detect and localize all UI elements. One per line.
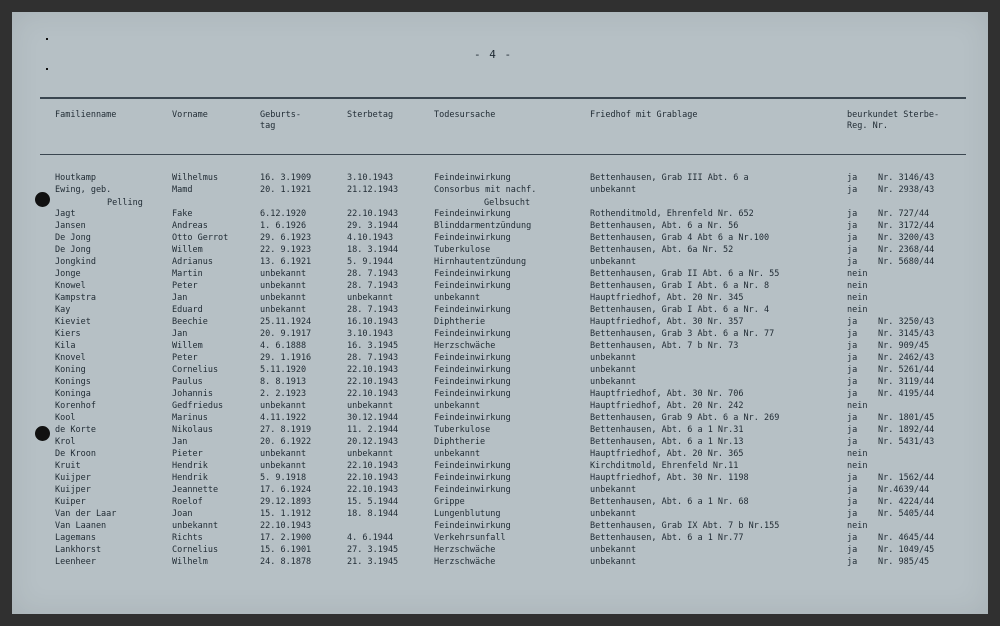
cemetery-cell: Bettenhausen, Abt. 6 a 1 Nr.77 — [590, 533, 744, 543]
cause-cell: Feindeinwirkung — [434, 377, 511, 387]
document-page — [12, 12, 988, 614]
cemetery-cell: Bettenhausen, Grab 4 Abt 6 a Nr.100 — [590, 233, 770, 243]
birth-date-cell: 13. 6.1921 — [260, 257, 312, 267]
family-name-cell: Lagemans — [55, 533, 96, 543]
first-name-cell: Beechie — [172, 317, 208, 327]
birth-date-cell: 16. 3.1909 — [260, 173, 312, 183]
cemetery-cell: Bettenhausen, Abt. 6 a 1 Nr.13 — [590, 437, 744, 447]
first-name-cell: Wilhelmus — [172, 173, 219, 183]
birth-date-cell: unbekannt — [260, 305, 307, 315]
scan-mark — [46, 68, 48, 70]
death-date-cell: 3.10.1943 — [347, 329, 394, 339]
death-date-cell: 18. 3.1944 — [347, 245, 399, 255]
family-name-cell: Koninga — [55, 389, 91, 399]
death-date-cell: unbekannt — [347, 401, 394, 411]
family-name-cell: Kay — [55, 305, 71, 315]
cause-cell: Blinddarmentzündung — [434, 221, 532, 231]
cemetery-cell: Bettenhausen, Abt. 6a Nr. 52 — [590, 245, 734, 255]
death-date-cell: 20.12.1943 — [347, 437, 399, 447]
first-name-cell: Peter — [172, 353, 198, 363]
register-number-cell: Nr. 909/45 — [878, 341, 930, 351]
death-date-cell: 22.10.1943 — [347, 461, 399, 471]
family-name-cell: Lankhorst — [55, 545, 102, 555]
first-name-cell: Peter — [172, 281, 198, 291]
register-number-cell: Nr. 5261/44 — [878, 365, 935, 375]
register-number-cell: Nr. 4224/44 — [878, 497, 935, 507]
first-name-cell: Jan — [172, 329, 188, 339]
header-vorname: Vorname — [172, 110, 208, 120]
cause-cell: Tuberkulose — [434, 245, 491, 255]
first-name-cell: Willem — [172, 245, 203, 255]
family-name-cell: De Kroon — [55, 449, 96, 459]
cemetery-cell: unbekannt — [590, 545, 637, 555]
cause-cell: Feindeinwirkung — [434, 305, 511, 315]
death-date-cell: 22.10.1943 — [347, 485, 399, 495]
birth-date-cell: 22. 9.1923 — [260, 245, 312, 255]
first-name-cell: Eduard — [172, 305, 203, 315]
cause-cell: Feindeinwirkung — [434, 521, 511, 531]
death-date-cell: 4.10.1943 — [347, 233, 394, 243]
cause-cell: Hirnhautentzündung — [434, 257, 527, 267]
header-bottom-rule — [40, 154, 966, 155]
register-number-cell: Nr. 4195/44 — [878, 389, 935, 399]
death-date-cell: 16. 3.1945 — [347, 341, 399, 351]
family-name-cell: de Korte — [55, 425, 96, 435]
header-geburtstag: Geburts- tag — [260, 110, 301, 131]
ewing-name-continuation: Pelling — [107, 198, 143, 208]
death-date-cell: 30.12.1944 — [347, 413, 399, 423]
register-number-cell: Nr. 2938/43 — [878, 185, 935, 195]
certified-cell: nein — [847, 401, 868, 411]
death-date-cell: 18. 8.1944 — [347, 509, 399, 519]
birth-date-cell: 20. 9.1917 — [260, 329, 312, 339]
register-number-cell: Nr. 5431/43 — [878, 437, 935, 447]
scan-mark — [46, 38, 48, 40]
cemetery-cell: Bettenhausen, Grab IX Abt. 7 b Nr.155 — [590, 521, 780, 531]
cause-cell: Feindeinwirkung — [434, 269, 511, 279]
birth-date-cell: 25.11.1924 — [260, 317, 312, 327]
birth-date-cell: 2. 2.1923 — [260, 389, 307, 399]
certified-cell: ja — [847, 437, 858, 447]
punch-hole — [35, 192, 50, 207]
family-name-cell: Knowel — [55, 281, 86, 291]
cause-cell: Herzschwäche — [434, 557, 496, 567]
birth-date-cell: 6.12.1920 — [260, 209, 307, 219]
cemetery-cell: Bettenhausen, Grab II Abt. 6 a Nr. 55 — [590, 269, 780, 279]
punch-hole — [35, 426, 50, 441]
register-number-cell: Nr. 2368/44 — [878, 245, 935, 255]
header-todesursache: Todesursache — [434, 110, 496, 120]
family-name-cell: Jongkind — [55, 257, 96, 267]
cause-cell: Diphtherie — [434, 437, 486, 447]
first-name-cell: Johannis — [172, 389, 213, 399]
birth-date-cell: 24. 8.1878 — [260, 557, 312, 567]
death-date-cell: 3.10.1943 — [347, 173, 394, 183]
register-number-cell: Nr. 3146/43 — [878, 173, 935, 183]
family-name-cell: Koning — [55, 365, 86, 375]
cemetery-cell: unbekannt — [590, 485, 637, 495]
death-date-cell: 28. 7.1943 — [347, 353, 399, 363]
register-number-cell: Nr. 1892/44 — [878, 425, 935, 435]
death-date-cell: 22.10.1943 — [347, 389, 399, 399]
header-familienname: Familienname — [55, 110, 117, 120]
birth-date-cell: 5. 9.1918 — [260, 473, 307, 483]
cause-cell: Feindeinwirkung — [434, 209, 511, 219]
cemetery-cell: Bettenhausen, Grab 3 Abt. 6 a Nr. 77 — [590, 329, 775, 339]
register-number-cell: Nr. 3250/43 — [878, 317, 935, 327]
certified-cell: nein — [847, 521, 868, 531]
header-friedhof: Friedhof mit Grablage — [590, 110, 698, 120]
first-name-cell: Cornelius — [172, 365, 219, 375]
header-top-rule — [40, 97, 966, 99]
cause-cell: Lungenblutung — [434, 509, 501, 519]
birth-date-cell: unbekannt — [260, 281, 307, 291]
cause-cell: Herzschwäche — [434, 341, 496, 351]
family-name-cell: Krol — [55, 437, 76, 447]
register-number-cell: Nr. 1049/45 — [878, 545, 935, 555]
first-name-cell: unbekannt — [172, 521, 219, 531]
birth-date-cell: 4.11.1922 — [260, 413, 307, 423]
birth-date-cell: 17. 2.1900 — [260, 533, 312, 543]
certified-cell: ja — [847, 389, 858, 399]
cause-cell: Diphtherie — [434, 317, 486, 327]
certified-cell: ja — [847, 245, 858, 255]
certified-cell: ja — [847, 353, 858, 363]
death-date-cell: 4. 6.1944 — [347, 533, 394, 543]
birth-date-cell: 8. 8.1913 — [260, 377, 307, 387]
first-name-cell: Otto Gerrot — [172, 233, 229, 243]
register-number-cell: Nr. 3119/44 — [878, 377, 935, 387]
cemetery-cell: unbekannt — [590, 365, 637, 375]
death-date-cell: 22.10.1943 — [347, 473, 399, 483]
first-name-cell: Fake — [172, 209, 193, 219]
death-date-cell: 28. 7.1943 — [347, 305, 399, 315]
certified-cell: ja — [847, 209, 858, 219]
certified-cell: ja — [847, 509, 858, 519]
cause-cell: Feindeinwirkung — [434, 485, 511, 495]
page-number: - 4 - — [474, 48, 513, 61]
cause-cell: Feindeinwirkung — [434, 461, 511, 471]
certified-cell: ja — [847, 485, 858, 495]
birth-date-cell: 15. 1.1912 — [260, 509, 312, 519]
cemetery-cell: Bettenhausen, Abt. 6 a 1 Nr. 68 — [590, 497, 749, 507]
family-name-cell: Van Laanen — [55, 521, 107, 531]
birth-date-cell: unbekannt — [260, 401, 307, 411]
family-name-cell: Leenheer — [55, 557, 96, 567]
register-number-cell: Nr. 3145/43 — [878, 329, 935, 339]
first-name-cell: Gedfriedus — [172, 401, 224, 411]
register-number-cell: Nr. 5680/44 — [878, 257, 935, 267]
death-date-cell: 16.10.1943 — [347, 317, 399, 327]
cemetery-cell: Hauptfriedhof, Abt. 30 Nr. 706 — [590, 389, 744, 399]
family-name-cell: Ewing, geb. — [55, 185, 112, 195]
family-name-cell: De Jong — [55, 233, 91, 243]
cemetery-cell: Kirchditmold, Ehrenfeld Nr.11 — [590, 461, 739, 471]
cause-cell: Tuberkulose — [434, 425, 491, 435]
cemetery-cell: unbekannt — [590, 185, 637, 195]
certified-cell: ja — [847, 185, 858, 195]
header-sterbetag: Sterbetag — [347, 110, 394, 120]
birth-date-cell: 22.10.1943 — [260, 521, 312, 531]
first-name-cell: Martin — [172, 269, 203, 279]
certified-cell: ja — [847, 341, 858, 351]
certified-cell: ja — [847, 425, 858, 435]
family-name-cell: De Jong — [55, 245, 91, 255]
cause-cell: Feindeinwirkung — [434, 281, 511, 291]
cause-cell: unbekannt — [434, 401, 481, 411]
cemetery-cell: Bettenhausen, Grab I Abt. 6 a Nr. 4 — [590, 305, 770, 315]
certified-cell: ja — [847, 365, 858, 375]
certified-cell: ja — [847, 221, 858, 231]
death-date-cell: 28. 7.1943 — [347, 269, 399, 279]
birth-date-cell: 20. 1.1921 — [260, 185, 312, 195]
birth-date-cell: 1. 6.1926 — [260, 221, 307, 231]
family-name-cell: Van der Laar — [55, 509, 117, 519]
register-number-cell: Nr. 985/45 — [878, 557, 930, 567]
death-date-cell: 5. 9.1944 — [347, 257, 394, 267]
certified-cell: ja — [847, 557, 858, 567]
certified-cell: ja — [847, 233, 858, 243]
first-name-cell: Adrianus — [172, 257, 213, 267]
certified-cell: ja — [847, 257, 858, 267]
birth-date-cell: 5.11.1920 — [260, 365, 307, 375]
certified-cell: nein — [847, 305, 868, 315]
cemetery-cell: unbekannt — [590, 377, 637, 387]
cemetery-cell: Bettenhausen, Grab 9 Abt. 6 a Nr. 269 — [590, 413, 780, 423]
first-name-cell: Joan — [172, 509, 193, 519]
cause-cell: Feindeinwirkung — [434, 233, 511, 243]
first-name-cell: Richts — [172, 533, 203, 543]
first-name-cell: Paulus — [172, 377, 203, 387]
cemetery-cell: unbekannt — [590, 257, 637, 267]
birth-date-cell: 4. 6.1888 — [260, 341, 307, 351]
birth-date-cell: 29. 1.1916 — [260, 353, 312, 363]
first-name-cell: Hendrik — [172, 461, 208, 471]
family-name-cell: Kuijper — [55, 485, 91, 495]
cemetery-cell: Hauptfriedhof, Abt. 30 Nr. 357 — [590, 317, 744, 327]
cause-cell: Feindeinwirkung — [434, 329, 511, 339]
first-name-cell: Andreas — [172, 221, 208, 231]
family-name-cell: Konings — [55, 377, 91, 387]
cause-cell: Feindeinwirkung — [434, 173, 511, 183]
death-date-cell: 22.10.1943 — [347, 365, 399, 375]
family-name-cell: Kiers — [55, 329, 81, 339]
certified-cell: nein — [847, 449, 868, 459]
certified-cell: ja — [847, 545, 858, 555]
death-date-cell: unbekannt — [347, 293, 394, 303]
first-name-cell: Nikolaus — [172, 425, 213, 435]
family-name-cell: Houtkamp — [55, 173, 96, 183]
family-name-cell: Korenhof — [55, 401, 96, 411]
cemetery-cell: Hauptfriedhof, Abt. 20 Nr. 242 — [590, 401, 744, 411]
birth-date-cell: unbekannt — [260, 449, 307, 459]
death-date-cell: 11. 2.1944 — [347, 425, 399, 435]
cause-cell: unbekannt — [434, 293, 481, 303]
ewing-cause-continuation: Gelbsucht — [484, 198, 531, 208]
death-date-cell: unbekannt — [347, 449, 394, 459]
cemetery-cell: Bettenhausen, Abt. 7 b Nr. 73 — [590, 341, 739, 351]
birth-date-cell: unbekannt — [260, 269, 307, 279]
certified-cell: nein — [847, 281, 868, 291]
certified-cell: ja — [847, 317, 858, 327]
certified-cell: ja — [847, 533, 858, 543]
register-number-cell: Nr. 1801/45 — [878, 413, 935, 423]
family-name-cell: Jonge — [55, 269, 81, 279]
register-number-cell: Nr. 1562/44 — [878, 473, 935, 483]
cemetery-cell: Bettenhausen, Grab I Abt. 6 a Nr. 8 — [590, 281, 770, 291]
certified-cell: nein — [847, 293, 868, 303]
birth-date-cell: unbekannt — [260, 293, 307, 303]
family-name-cell: Jansen — [55, 221, 86, 231]
family-name-cell: Kila — [55, 341, 76, 351]
first-name-cell: Cornelius — [172, 545, 219, 555]
death-date-cell: 28. 7.1943 — [347, 281, 399, 291]
birth-date-cell: unbekannt — [260, 461, 307, 471]
cause-cell: Feindeinwirkung — [434, 473, 511, 483]
register-number-cell: Nr. 5405/44 — [878, 509, 935, 519]
first-name-cell: Wilhelm — [172, 557, 208, 567]
family-name-cell: Kuiper — [55, 497, 86, 507]
death-date-cell: 22.10.1943 — [347, 377, 399, 387]
death-date-cell: 15. 5.1944 — [347, 497, 399, 507]
cemetery-cell: Bettenhausen, Grab III Abt. 6 a — [590, 173, 749, 183]
cemetery-cell: Bettenhausen, Abt. 6 a 1 Nr.31 — [590, 425, 744, 435]
cemetery-cell: Hauptfriedhof, Abt. 20 Nr. 365 — [590, 449, 744, 459]
birth-date-cell: 15. 6.1901 — [260, 545, 312, 555]
header-beurkundet: beurkundet Sterbe- Reg. Nr. — [847, 110, 940, 131]
death-date-cell: 27. 3.1945 — [347, 545, 399, 555]
cause-cell: Feindeinwirkung — [434, 389, 511, 399]
cause-cell: Herzschwäche — [434, 545, 496, 555]
cause-cell: Feindeinwirkung — [434, 365, 511, 375]
certified-cell: ja — [847, 473, 858, 483]
certified-cell: ja — [847, 413, 858, 423]
family-name-cell: Kuijper — [55, 473, 91, 483]
birth-date-cell: 27. 8.1919 — [260, 425, 312, 435]
cemetery-cell: unbekannt — [590, 353, 637, 363]
register-number-cell: Nr.4639/44 — [878, 485, 930, 495]
first-name-cell: Roelof — [172, 497, 203, 507]
cause-cell: unbekannt — [434, 449, 481, 459]
first-name-cell: Hendrik — [172, 473, 208, 483]
death-date-cell: 21. 3.1945 — [347, 557, 399, 567]
certified-cell: ja — [847, 377, 858, 387]
first-name-cell: Jan — [172, 293, 188, 303]
register-number-cell: Nr. 4645/44 — [878, 533, 935, 543]
family-name-cell: Jagt — [55, 209, 76, 219]
register-number-cell: Nr. 727/44 — [878, 209, 930, 219]
death-date-cell: 29. 3.1944 — [347, 221, 399, 231]
birth-date-cell: 29.12.1893 — [260, 497, 312, 507]
birth-date-cell: 17. 6.1924 — [260, 485, 312, 495]
first-name-cell: Jeannette — [172, 485, 219, 495]
certified-cell: nein — [847, 269, 868, 279]
family-name-cell: Knovel — [55, 353, 86, 363]
cause-cell: Feindeinwirkung — [434, 353, 511, 363]
certified-cell: ja — [847, 497, 858, 507]
birth-date-cell: 20. 6.1922 — [260, 437, 312, 447]
cemetery-cell: unbekannt — [590, 509, 637, 519]
first-name-cell: Marinus — [172, 413, 208, 423]
register-number-cell: Nr. 2462/43 — [878, 353, 935, 363]
family-name-cell: Kool — [55, 413, 76, 423]
cause-cell: Verkehrsunfall — [434, 533, 506, 543]
cemetery-cell: unbekannt — [590, 557, 637, 567]
register-number-cell: Nr. 3172/44 — [878, 221, 935, 231]
cemetery-cell: Hauptfriedhof, Abt. 30 Nr. 1198 — [590, 473, 749, 483]
cemetery-cell: Hauptfriedhof, Abt. 20 Nr. 345 — [590, 293, 744, 303]
certified-cell: nein — [847, 461, 868, 471]
birth-date-cell: 29. 6.1923 — [260, 233, 312, 243]
cause-cell: Feindeinwirkung — [434, 413, 511, 423]
first-name-cell: Jan — [172, 437, 188, 447]
family-name-cell: Kruit — [55, 461, 81, 471]
first-name-cell: Willem — [172, 341, 203, 351]
family-name-cell: Kieviet — [55, 317, 91, 327]
family-name-cell: Kampstra — [55, 293, 96, 303]
certified-cell: ja — [847, 173, 858, 183]
certified-cell: ja — [847, 329, 858, 339]
first-name-cell: Mamd — [172, 185, 193, 195]
cemetery-cell: Bettenhausen, Abt. 6 a Nr. 56 — [590, 221, 739, 231]
death-date-cell: 22.10.1943 — [347, 209, 399, 219]
cemetery-cell: Rothenditmold, Ehrenfeld Nr. 652 — [590, 209, 754, 219]
death-date-cell: 21.12.1943 — [347, 185, 399, 195]
cause-cell: Consorbus mit nachf. — [434, 185, 537, 195]
first-name-cell: Pieter — [172, 449, 203, 459]
cause-cell: Grippe — [434, 497, 465, 507]
register-number-cell: Nr. 3200/43 — [878, 233, 935, 243]
